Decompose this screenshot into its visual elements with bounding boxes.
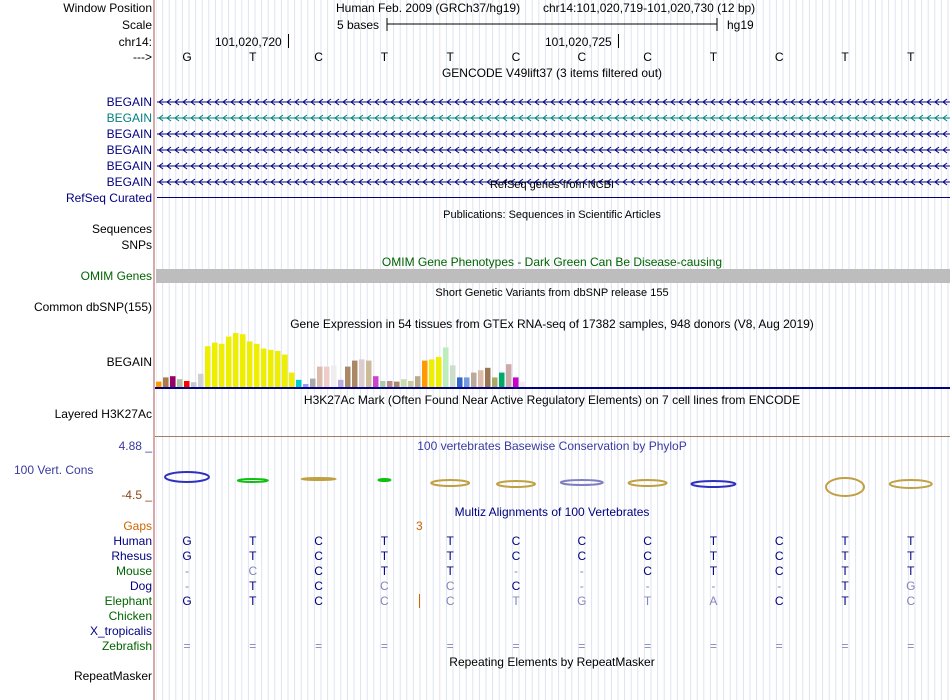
alignment-base: T (446, 534, 454, 548)
alignment-base: - (579, 579, 584, 593)
scale-bases: 5 bases (337, 18, 380, 32)
sequence-base: T (841, 50, 849, 64)
refseq-title: RefSeq genes from NCBI (489, 179, 615, 191)
gtex-bar[interactable] (513, 377, 519, 387)
alignment-base: C (445, 594, 455, 608)
alignment-base: C (511, 534, 521, 548)
gtex-bar[interactable] (296, 380, 302, 387)
alignment-base: T (249, 534, 257, 548)
gtex-bar[interactable] (506, 364, 512, 387)
species-label[interactable]: Human (113, 534, 152, 548)
gencode-title: GENCODE V49lift37 (3 items filtered out) (441, 66, 663, 80)
gtex-bar[interactable] (268, 350, 274, 387)
alignment-base: T (709, 549, 718, 563)
gtex-bar[interactable] (289, 373, 295, 387)
gtex-bar[interactable] (324, 367, 330, 387)
alignment-base: C (380, 579, 389, 593)
gtex-bar[interactable] (394, 382, 400, 387)
alignment-base: T (709, 534, 718, 548)
h3k27-label[interactable]: Layered H3K27Ac (54, 407, 152, 421)
alignment-base: T (380, 549, 389, 563)
alignment-base: T (643, 594, 652, 608)
repeat-title: Repeating Elements by RepeatMasker (449, 655, 655, 669)
alignment-base: C (248, 564, 258, 578)
gtex-bar[interactable] (261, 349, 267, 387)
gtex-bar[interactable] (303, 384, 309, 387)
alignment-base: C (314, 534, 323, 548)
gtex-bar[interactable] (282, 355, 288, 387)
gtex-bar[interactable] (275, 351, 281, 387)
strand-arrow-label: ---> (133, 50, 152, 64)
gtex-bar[interactable] (359, 359, 365, 387)
gtex-bar[interactable] (520, 382, 526, 387)
tick-1: 101,020,720 (215, 35, 282, 49)
sequence-base: T (709, 50, 718, 64)
phylop-logos[interactable] (156, 466, 950, 498)
gtex-label[interactable]: BEGAIN (106, 355, 152, 369)
species-label[interactable]: Elephant (104, 594, 152, 608)
alignment-base: T (380, 564, 389, 578)
alignment-base: - (579, 564, 584, 578)
gtex-bar[interactable] (436, 357, 442, 387)
gtex-bar[interactable] (219, 344, 225, 387)
omim-gene-bar[interactable] (156, 269, 950, 283)
species-label[interactable]: Chicken (108, 609, 152, 623)
gencode-transcript[interactable] (157, 128, 950, 140)
alignment-base: = (446, 639, 454, 653)
sequence-base: T (446, 50, 454, 64)
pubs-title: Publications: Sequences in Scientific Articles (443, 209, 661, 221)
phylop-logo-letter (165, 472, 209, 482)
scale-label: Scale (121, 18, 152, 32)
alignment-base: C (643, 564, 652, 578)
gtex-bar[interactable] (240, 334, 246, 387)
alignment-base: - (185, 579, 189, 593)
gencode-transcript[interactable] (157, 160, 950, 172)
h3k27-baseline (155, 436, 950, 437)
gtex-bar[interactable] (345, 367, 351, 387)
gtex-bar[interactable] (492, 377, 498, 387)
phylop-logo-letter (890, 480, 932, 488)
phylop-logo-letter (561, 480, 603, 485)
gtex-bar[interactable] (457, 377, 463, 387)
scale-db: hg19 (727, 18, 754, 32)
gaps-value: 3 (416, 519, 423, 533)
alignment-base: - (645, 579, 650, 593)
alignment-base: C (314, 594, 323, 608)
alignment-base: T (841, 564, 849, 578)
gencode-item-label[interactable]: BEGAIN (106, 127, 152, 141)
alignment-base: C (511, 579, 521, 593)
gtex-bar[interactable] (415, 376, 421, 387)
gtex-bar[interactable] (170, 376, 176, 387)
alignment-base: = (183, 639, 191, 653)
alignment-base: C (314, 549, 323, 563)
alignment-base: A (709, 594, 718, 608)
gencode-item-label[interactable]: BEGAIN (106, 143, 152, 157)
sequence-base: T (380, 50, 389, 64)
gaps-label[interactable]: Gaps (123, 519, 152, 533)
gtex-bar[interactable] (317, 367, 323, 387)
gtex-bar[interactable] (387, 381, 393, 387)
sequence-base: C (774, 50, 784, 64)
sequence-base: G (182, 50, 192, 64)
alignment-base: C (511, 549, 521, 563)
multiz-title: Multiz Alignments of 100 Vertebrates (454, 505, 650, 519)
gtex-bar[interactable] (156, 382, 162, 387)
gtex-bar[interactable] (247, 341, 253, 387)
phylop-title: 100 vertebrates Basewise Conservation by PhyloP (417, 439, 687, 453)
gtex-bar[interactable] (471, 373, 477, 387)
gtex-bar[interactable] (198, 374, 204, 387)
species-label[interactable]: X_tropicalis (89, 624, 152, 638)
alignment-base: - (777, 579, 782, 593)
alignment-base: - (185, 564, 189, 578)
species-label[interactable]: Mouse (115, 564, 152, 578)
gtex-bar[interactable] (366, 361, 372, 387)
gencode-item-label[interactable]: BEGAIN (106, 95, 152, 109)
phylop-logo-letter (497, 481, 535, 487)
alignment-base: = (775, 639, 783, 653)
alignment-base: = (380, 639, 388, 653)
sequence-base: C (577, 50, 587, 64)
position-label[interactable]: chr14:101,020,719-101,020,730 (12 bp) (543, 1, 756, 15)
alignment-base: T (512, 594, 520, 608)
phylop-logo-letter (431, 480, 469, 486)
gtex-bar[interactable] (226, 337, 232, 387)
alignment-base: C (774, 594, 784, 608)
species-label[interactable]: Rhesus (111, 549, 152, 563)
alignment-base: T (249, 579, 257, 593)
alignment-base: C (314, 579, 323, 593)
alignment-base: C (380, 594, 389, 608)
alignment-base: = (709, 639, 717, 653)
alignment-base: T (841, 594, 849, 608)
gtex-bar[interactable] (163, 377, 169, 387)
sequence-base: T (249, 50, 257, 64)
gtex-bar[interactable] (233, 333, 239, 387)
chrom-label: chr14: (118, 35, 152, 49)
sequence-base: T (907, 50, 915, 64)
omim-title: OMIM Gene Phenotypes - Dark Green Can Be Disease-causing (381, 255, 723, 269)
gtex-bar[interactable] (422, 361, 428, 387)
alignment-base: C (774, 549, 784, 563)
alignment-base: T (841, 549, 849, 563)
alignment-base: G (577, 594, 587, 608)
alignment-base: G (182, 549, 192, 563)
gencode-item-label[interactable]: BEGAIN (106, 159, 152, 173)
alignment-base: C (577, 534, 587, 548)
alignment-base: = (841, 639, 849, 653)
alignment-base: C (577, 549, 587, 563)
tick-mark-2 (618, 34, 619, 48)
cons-min: -4.5 _ (121, 488, 152, 502)
gtex-bar[interactable] (429, 359, 435, 387)
gencode-item-label[interactable]: BEGAIN (106, 175, 152, 189)
gencode-transcript[interactable] (157, 96, 950, 108)
species-label[interactable]: Dog (129, 579, 152, 593)
dbsnp-title: Short Genetic Variants from dbSNP release 155 (435, 287, 669, 299)
phylop-logo-letter (691, 481, 735, 487)
alignment-base: T (907, 534, 915, 548)
gtex-bar[interactable] (184, 381, 190, 387)
gtex-bar[interactable] (450, 365, 456, 387)
gtex-bar[interactable] (331, 365, 337, 387)
alignment-base: - (711, 579, 716, 593)
phylop-logo-letter (302, 478, 336, 480)
tick-mark-1 (288, 34, 289, 48)
alignment-base: C (774, 564, 784, 578)
gtex-bar[interactable] (373, 376, 379, 387)
repeat-label[interactable]: RepeatMasker (73, 669, 152, 683)
gtex-bar[interactable] (499, 373, 505, 387)
alignment-base: G (182, 534, 192, 548)
alignment-base: = (315, 639, 323, 653)
alignment-base: C (774, 534, 784, 548)
scale-bar (386, 16, 722, 32)
alignment-base: = (907, 639, 915, 653)
window-position-label: Window Position (63, 1, 152, 15)
alignment-base: C (314, 564, 323, 578)
alignment-base: T (841, 579, 849, 593)
refseq-label[interactable]: RefSeq Curated (65, 191, 152, 205)
alignment-base: G (906, 579, 916, 593)
gtex-bar[interactable] (310, 379, 316, 387)
gtex-bar[interactable] (338, 380, 344, 387)
gtex-bar[interactable] (177, 379, 183, 387)
gtex-bar[interactable] (205, 346, 211, 387)
phylop-logo-letter (629, 480, 667, 486)
alignment-base: C (906, 594, 916, 608)
alignment-base: T (446, 564, 454, 578)
sequence-base: C (511, 50, 521, 64)
gtex-bar[interactable] (464, 377, 470, 387)
alignment-base: T (709, 564, 718, 578)
gencode-transcript[interactable] (157, 144, 950, 156)
alignment-base: T (249, 594, 257, 608)
alignment-base: - (514, 564, 518, 578)
phylop-logo-letter (826, 478, 864, 496)
snps-label[interactable]: SNPs (121, 238, 152, 252)
gtex-bar[interactable] (254, 344, 260, 387)
gencode-transcript[interactable] (157, 112, 950, 124)
cons-label[interactable]: 100 Vert. Cons (14, 463, 94, 477)
sequences-label[interactable]: Sequences (91, 222, 152, 236)
alignment-base: = (249, 639, 257, 653)
phylop-logo-letter (238, 479, 268, 482)
gtex-bar[interactable] (485, 368, 491, 387)
alignment-base: = (512, 639, 520, 653)
gtex-bar[interactable] (352, 361, 358, 387)
gtex-bar[interactable] (408, 381, 414, 387)
gtex-bar[interactable] (478, 370, 484, 387)
gtex-bar[interactable] (401, 379, 407, 387)
alignment-base: G (182, 594, 192, 608)
alignment-base: C (445, 579, 455, 593)
refseq-gene-line[interactable] (157, 197, 950, 198)
dbsnp-label[interactable]: Common dbSNP(155) (33, 300, 152, 314)
h3k27-title: H3K27Ac Mark (Often Found Near Active Regulatory Elements) on 7 cell lines from ENCODE (303, 393, 801, 407)
sequence-base: C (643, 50, 652, 64)
alignment-base: T (380, 534, 389, 548)
gtex-bar[interactable] (212, 343, 218, 387)
omim-label[interactable]: OMIM Genes (80, 269, 152, 283)
gap-marker (419, 594, 420, 608)
phylop-logo-letter (378, 479, 390, 481)
alignment-base: C (643, 549, 652, 563)
tick-2: 101,020,725 (545, 35, 612, 49)
gencode-item-label[interactable]: BEGAIN (106, 111, 152, 125)
species-label[interactable]: Zebrafish (101, 639, 152, 653)
alignment-base: T (841, 534, 849, 548)
alignment-base: = (578, 639, 586, 653)
cons-max: 4.88 _ (118, 439, 152, 453)
alignment-base: T (249, 549, 257, 563)
alignment-base: C (643, 534, 652, 548)
gtex-bar[interactable] (443, 347, 449, 387)
gtex-bar[interactable] (380, 381, 386, 387)
alignment-base: T (907, 564, 915, 578)
gtex-bar[interactable] (191, 382, 197, 387)
sequence-base: C (314, 50, 323, 64)
alignment-base: T (446, 549, 454, 563)
alignment-base: = (644, 639, 652, 653)
gtex-chart[interactable] (155, 330, 950, 390)
assembly-label: Human Feb. 2009 (GRCh37/hg19) (336, 1, 521, 15)
gtex-title: Gene Expression in 54 tissues from GTEx RNA-seq of 17382 samples, 948 donors (V8, Aug 2019) (290, 317, 814, 331)
alignment-base: T (907, 549, 915, 563)
